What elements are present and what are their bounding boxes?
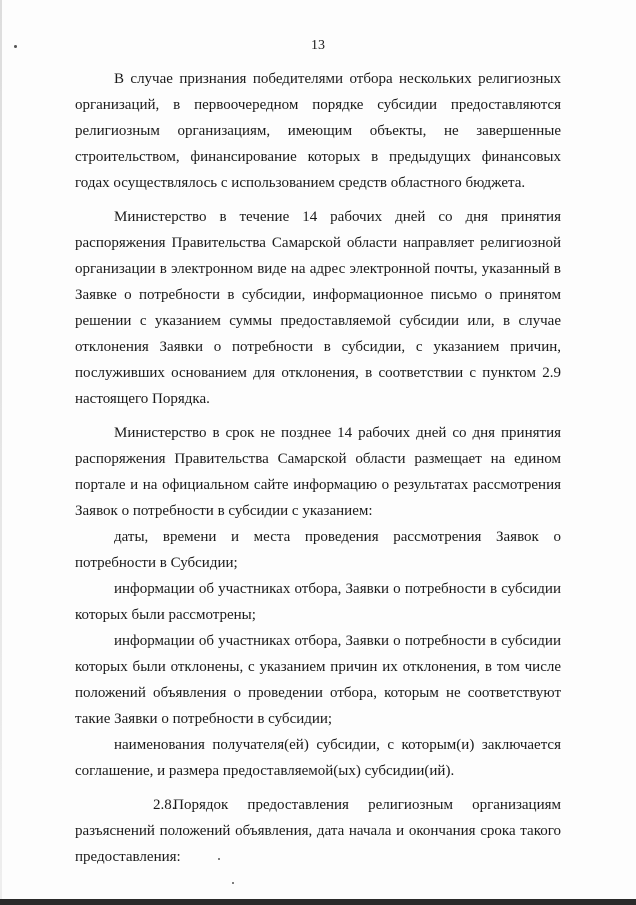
paragraph-results-publication: Министерство в срок не позднее 14 рабочих дней со дня принятия распоряжения Правительства Самарской области размещает на едином портале и на официальном сайте информацию о результатах рассмотрения Заявок о потребности в субсидии с указанием: [75, 425, 561, 519]
section-text: Порядок предоставления религиозным организациям разъяснений положений объявления, дата начала и окончания срока такого предоставления: [75, 797, 561, 865]
section-number: 2.8. [153, 797, 176, 813]
page-number: 13 [311, 38, 325, 53]
list-item-considered-participants: информации об участниках отбора, Заявки о потребности в субсидии которых были рассмотрены; [75, 581, 561, 623]
section-2-8 [75, 792, 561, 870]
document-body [75, 66, 561, 878]
list-item-date-time-place: даты, времени и места проведения рассмотрения Заявок о потребности в Субсидии; [75, 529, 561, 571]
scan-edge [0, 0, 2, 905]
list-item-recipients: наименования получателя(ей) субсидии, с которым(и) заключается соглашение, и размера предоставляемой(ых) субсидии(ий). [75, 737, 561, 779]
paragraph-ministry-notification: Министерство в течение 14 рабочих дней со дня принятия распоряжения Правительства Самарской области направляет религиозной организации в электронном виде на адрес электронной почты, указанный в Заявке о потребности в субсидии, информационное письмо о принятом решении с указанием суммы предоставляемой субсидии или, в случае отклонения Заявки о потребности в субсидии, с указанием причин, послуживших основанием для отклонения, в соответствии с пунктом 2.9 настоящего Порядка. [75, 209, 561, 407]
scan-speck [232, 882, 234, 884]
list-item-rejected-participants: информации об участниках отбора, Заявки о потребности в субсидии которых были отклонены, с указанием причин их отклонения, в том числе положений объявления о проведении отбора, которым не соответствуют такие Заявки о потребности в субсидии; [75, 633, 561, 727]
scan-speck [218, 858, 220, 860]
paragraph-multiple-winners: В случае признания победителями отбора нескольких религиозных организаций, в первоочередном порядке субсидии предоставляются религиозным организациям, имеющим объекты, не завершенные строительством, финансирование которых в предыдущих финансовых годах осуществлялось с использованием средств областного бюджета. [75, 71, 561, 191]
scan-bottom-edge [0, 899, 636, 905]
scan-speck [14, 45, 17, 48]
